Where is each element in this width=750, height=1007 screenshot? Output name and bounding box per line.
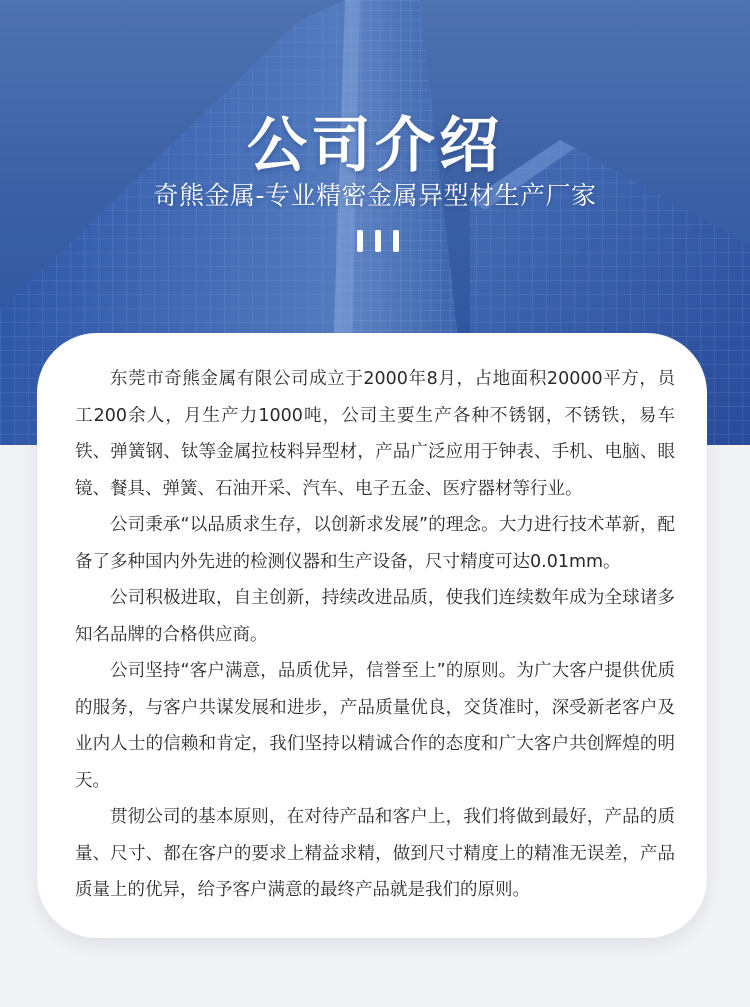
intro-paragraph: 东莞市奇熊金属有限公司成立于2000年8月，占地面积20000平方，员工200余人，月生产力1000吨，公司主要生产各种不锈钢，不锈铁，易车铁、弹簧钢、钛等金属拉枝料异型材，产品广泛应用于钟表、手机、电脑、眼镜、餐具、弹簧、石油开采、汽车、电子五金、医疗器材等行业。 xyxy=(75,369,675,499)
intro-paragraph: 贯彻公司的基本原则，在对待产品和客户上，我们将做到最好，产品的质量、尺寸、都在客户的要求上精益求精，做到尺寸精度上的精准无误差，产品质量上的优异，给予客户满意的最终产品就是我们的原则。 xyxy=(75,807,675,900)
intro-paragraph: 公司秉承“以品质求生存，以创新求发展”的理念。大力进行技术革新，配备了多种国内外先进的检测仪器和生产设备，尺寸精度可达0.01mm。 xyxy=(75,515,675,572)
intro-paragraph: 公司积极进取，自主创新，持续改进品质，使我们连续数年成为全球诸多知名品牌的合格供应商。 xyxy=(75,588,675,645)
intro-paragraph: 公司坚持“客户满意，品质优异，信誉至上”的原则。为广大客户提供优质的服务，与客户共谋发展和进步，产品质量优良，交货准时，深受新老客户及业内人士的信赖和肯定，我们坚持以精诚合作的态度和广大客户共创辉煌的明天。 xyxy=(75,661,675,791)
page-title: 公司介绍 xyxy=(247,111,503,181)
page-subtitle: 奇熊金属-专业精密金属异型材生产厂家 xyxy=(153,181,597,210)
intro-card xyxy=(37,333,707,938)
three-bars-icon xyxy=(357,230,407,252)
intro-text xyxy=(75,361,675,909)
